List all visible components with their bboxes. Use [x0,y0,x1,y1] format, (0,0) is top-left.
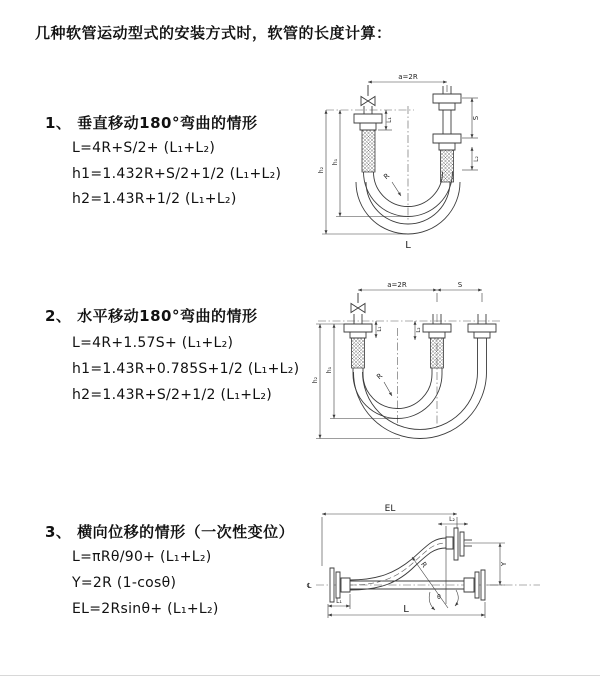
dim-label-r: R [375,371,385,382]
dimension-a-2r [368,73,447,95]
right-pipe-end [468,314,496,372]
dimension-l2 [462,147,480,170]
flange [468,324,496,332]
upper-pipe-end [446,528,472,560]
dim-label-a2r: a=2R [398,73,418,81]
dim-label-l1: L₁ [386,117,393,123]
flange [344,324,372,332]
section1-formula-L: L=4R+S/2+ (L₁+L₂) [72,140,216,156]
left-pipe-end [344,314,372,374]
flange [429,332,445,338]
dimension-l2 [415,321,422,340]
hose-u-bend [353,372,487,439]
dimension-s [437,281,482,302]
dim-label-el: EL [384,504,396,514]
left-pipe-end [354,106,382,172]
dim-label-h1: h₁ [332,158,339,166]
section1-heading: 1、 垂直移动180°弯曲的情形 [45,114,258,132]
dim-label-s: S [457,281,463,289]
section1-formula-h2: h2=1.43R+1/2 (L₁+L₂) [72,191,237,207]
dim-label-theta: θ [437,594,441,601]
hose-curved [350,538,446,590]
dimension-l2 [438,516,468,524]
flange [433,94,461,103]
dim-label-l: L [403,604,409,615]
right-pipe-end [464,570,485,600]
dimension-el [322,504,457,566]
braid-section [362,130,375,172]
radius-callout [382,172,401,196]
centerline-symbol: ℄ [307,582,312,590]
valve-icon [351,293,365,313]
braid-section [431,338,444,368]
dimension-l [328,602,485,618]
valve-icon [361,85,375,106]
dim-label-a2r: a=2R [387,281,407,289]
page-title: 几种软管运动型式的安装方式时，软管的长度计算： [35,24,392,42]
dim-label-h2: h₂ [318,166,325,174]
dim-label-l2: L₂ [449,516,455,523]
section2-formula-L: L=4R+1.57S+ (L₁+L₂) [72,335,234,351]
middle-pipe-end [423,314,451,374]
flange [474,332,490,338]
dim-label-l: L [405,240,411,251]
dim-label-h2: h₂ [312,376,319,384]
braid-section [352,338,365,368]
section3-formula-EL: EL=2Rsinθ+ (L₁+L₂) [72,601,219,617]
section3-formula-L: L=πRθ/90+ (L₁+L₂) [72,549,212,565]
dim-label-l1: L₁ [336,598,342,605]
radius-callout [375,372,392,396]
section2-heading: 2、 水平移动180°弯曲的情形 [45,307,258,325]
flange [360,123,376,130]
dim-label-s: S [472,115,480,121]
dimension-l1 [376,321,383,338]
flange [439,143,455,150]
dim-label-r: R [418,560,429,570]
dimension-s [462,98,480,138]
right-pipe-end [433,86,461,182]
left-pipe-end [330,568,350,602]
flange [350,332,366,338]
dim-label-h1: h₁ [326,366,333,374]
section3-heading: 3、 横向位移的情形（一次性变位） [45,523,295,541]
dim-label-l2: L₂ [473,156,480,162]
dim-label-y: Y [500,561,508,567]
dim-label-r: R [382,171,392,182]
diagram-vertical-180-bend [302,70,560,255]
diagram-lateral-displacement [300,500,595,635]
section3-formula-Y: Y=2R (1-cosθ) [72,575,177,591]
section2-formula-h1: h1=1.43R+0.785S+1/2 (L₁+L₂) [72,361,300,377]
diagram-horizontal-180-bend [300,278,595,448]
flange [423,324,451,332]
flange [433,134,461,143]
flange [439,103,455,110]
dim-label-l2: L₂ [416,327,422,333]
dimension-a-2r [358,281,437,302]
flange [354,114,382,123]
section2-formula-h2: h2=1.43R+S/2+1/2 (L₁+L₂) [72,387,273,403]
dim-label-l1: L₁ [377,326,383,332]
section1-formula-h1: h1=1.432R+S/2+1/2 (L₁+L₂) [72,166,282,182]
